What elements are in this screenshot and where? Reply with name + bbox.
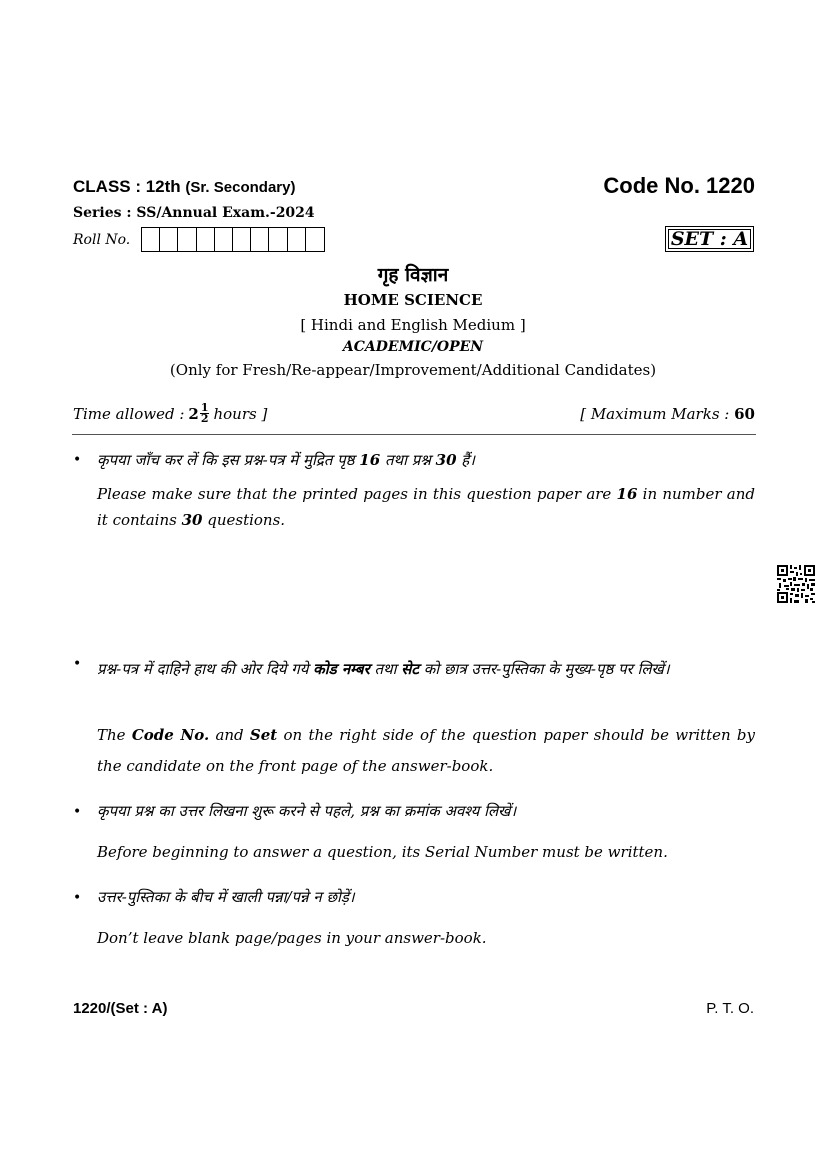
roll-box[interactable] [251, 228, 269, 251]
roll-box[interactable] [197, 228, 215, 251]
roll-box[interactable] [178, 228, 196, 251]
time-suffix: hours ] [213, 404, 268, 423]
bullet-icon: • [73, 890, 82, 906]
code-number: Code No. 1220 [603, 173, 755, 198]
footer-pto: P. T. O. [706, 1000, 754, 1017]
instruction-2-english [97, 720, 755, 782]
english-title: HOME SCIENCE [343, 291, 483, 309]
instruction-4-english: Don’t leave blank page/pages in your answer-book. [97, 929, 487, 947]
max-marks-value: 60 [734, 405, 755, 423]
roll-number-label: Roll No. [73, 232, 131, 248]
code-number-english: Code No. [131, 726, 210, 744]
roll-box[interactable] [160, 228, 178, 251]
time-numerator: 1 [200, 401, 209, 414]
pages-count: 16 [359, 451, 381, 469]
bullet-icon: • [73, 452, 82, 468]
text-part: तथा प्रश्न [380, 451, 436, 469]
instruction-3-hindi: कृपया प्रश्न का उत्तर लिखना शुरू करने से पहले, प्रश्न का क्रमांक अवश्य लिखें। [97, 802, 517, 820]
text-part: Please make sure that the printed pages in this question paper are [97, 485, 617, 503]
max-marks-label: [ Maximum Marks : [580, 405, 730, 423]
roll-box[interactable] [233, 228, 251, 251]
time-allowed [73, 403, 267, 424]
roll-number-boxes[interactable] [141, 227, 325, 252]
roll-box[interactable] [142, 228, 160, 251]
set-english: Set [249, 726, 278, 744]
set-badge [665, 226, 754, 252]
instruction-4-hindi: उत्तर-पुस्तिका के बीच में खाली पन्ना/पन्ने न छोड़ें। [97, 888, 355, 906]
max-marks [580, 405, 755, 423]
time-fraction-part [200, 403, 210, 424]
bullet-icon: • [73, 804, 82, 820]
roll-box[interactable] [269, 228, 287, 251]
hindi-title: गृह विज्ञान [377, 264, 449, 286]
roll-box[interactable] [215, 228, 233, 251]
instruction-1-hindi [97, 450, 475, 470]
set-hindi: सेट [401, 660, 419, 678]
class-label [73, 177, 295, 197]
time-denominator: 2 [200, 412, 209, 425]
time-prefix: Time allowed : [73, 404, 185, 423]
set-badge-inner-border [668, 229, 751, 249]
code-number-hindi: कोड नम्बर [313, 660, 370, 678]
medium-label: [ Hindi and English Medium ] [300, 316, 526, 334]
class-sub: (Sr. Secondary) [185, 179, 296, 196]
instruction-2-hindi [97, 654, 755, 684]
time-whole: 2 [188, 404, 199, 423]
class-main: CLASS : 12th [73, 177, 181, 196]
instruction-3-english: Before beginning to answer a question, its Serial Number must be written. [97, 843, 668, 861]
instruction-1-english [97, 481, 755, 533]
text-part: को छात्र उत्तर-पुस्तिका के मुख्य-पृष्ठ पर लिखें। [419, 660, 670, 678]
questions-count: 30 [435, 451, 457, 469]
bullet-icon: • [73, 656, 82, 672]
text-part: The [97, 726, 132, 744]
divider [72, 434, 756, 435]
text-part: प्रश्न-पत्र में दाहिने हाथ की ओर दिये गये [97, 660, 314, 678]
time-fraction [188, 403, 209, 424]
text-part: in number and it contains [97, 485, 755, 529]
qr-code-icon [777, 565, 815, 603]
set-label: SET : A [670, 228, 749, 250]
text-part: हैं। [456, 451, 475, 469]
text-part: and [209, 726, 250, 744]
roll-box[interactable] [306, 228, 324, 251]
text-part: questions. [202, 511, 286, 529]
candidate-note: (Only for Fresh/Re-appear/Improvement/Additional Candidates) [169, 361, 657, 379]
roll-box[interactable] [288, 228, 306, 251]
text-part: तथा [369, 660, 402, 678]
text-part: कृपया जाँच कर लें कि इस प्रश्न-पत्र में मुद्रित पृष्ठ [97, 451, 360, 469]
text-part: on the right side of the question paper should be written by the candidate on the front page of the answer-book. [97, 726, 755, 775]
series-label: Series : SS/Annual Exam.-2024 [73, 205, 315, 221]
footer-code: 1220/(Set : A) [73, 1000, 168, 1017]
academic-label: ACADEMIC/OPEN [342, 339, 484, 355]
questions-count: 30 [181, 511, 203, 529]
pages-count: 16 [616, 485, 638, 503]
